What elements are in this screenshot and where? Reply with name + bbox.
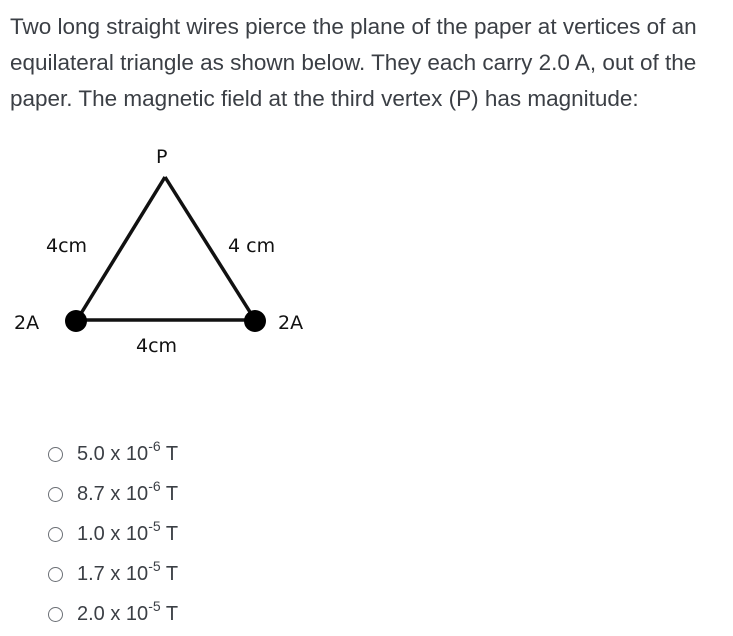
option-exponent: -5 xyxy=(148,517,161,534)
question-text: Two long straight wires pierce the plane of the paper at vertices of an equilateral triangle as shown below. They each carry 2.0 A, out of the paper. The magnetic field at the third vertex (P) has magnitude: xyxy=(10,14,697,111)
option-text xyxy=(77,517,179,546)
option-mantissa: 1.0 xyxy=(77,522,105,545)
answer-option-1[interactable] xyxy=(48,434,178,474)
left-wire-dot xyxy=(65,310,87,332)
option-exponent: -5 xyxy=(148,557,161,574)
right-current-label: 2A xyxy=(278,312,304,334)
answer-options xyxy=(48,434,178,634)
option-mantissa: 2.0 xyxy=(77,602,105,625)
option-unit: T xyxy=(165,522,179,545)
radio-button[interactable] xyxy=(48,527,63,542)
left-current-label: 2A xyxy=(14,312,40,334)
option-times: x 10 xyxy=(110,522,149,545)
radio-button[interactable] xyxy=(48,567,63,582)
option-text xyxy=(77,437,179,466)
option-exponent: -5 xyxy=(148,597,161,614)
option-times: x 10 xyxy=(110,602,149,625)
right-wire-dot xyxy=(244,310,266,332)
option-mantissa: 1.7 xyxy=(77,562,105,585)
option-mantissa: 5.0 xyxy=(77,442,105,465)
triangle-diagram xyxy=(0,135,340,365)
vertex-p-label: P xyxy=(156,146,168,168)
answer-option-3[interactable] xyxy=(48,514,178,554)
radio-button[interactable] xyxy=(48,487,63,502)
option-unit: T xyxy=(165,482,179,505)
answer-option-5[interactable] xyxy=(48,594,178,634)
triangle-figure xyxy=(0,135,340,365)
left-side-line xyxy=(77,177,165,320)
option-times: x 10 xyxy=(110,562,149,585)
right-side-label: 4 cm xyxy=(228,235,276,257)
option-exponent: -6 xyxy=(148,437,161,454)
option-unit: T xyxy=(165,442,179,465)
option-text xyxy=(77,557,179,586)
option-text xyxy=(77,597,179,626)
radio-button[interactable] xyxy=(48,447,63,462)
answer-option-2[interactable] xyxy=(48,474,178,514)
option-mantissa: 8.7 xyxy=(77,482,105,505)
option-unit: T xyxy=(165,602,179,625)
option-text xyxy=(77,477,179,506)
answer-option-4[interactable] xyxy=(48,554,178,594)
radio-button[interactable] xyxy=(48,607,63,622)
option-unit: T xyxy=(165,562,179,585)
option-times: x 10 xyxy=(110,482,149,505)
option-times: x 10 xyxy=(110,442,149,465)
left-side-label: 4cm xyxy=(46,235,88,257)
option-exponent: -6 xyxy=(148,477,161,494)
base-label: 4cm xyxy=(136,335,178,357)
